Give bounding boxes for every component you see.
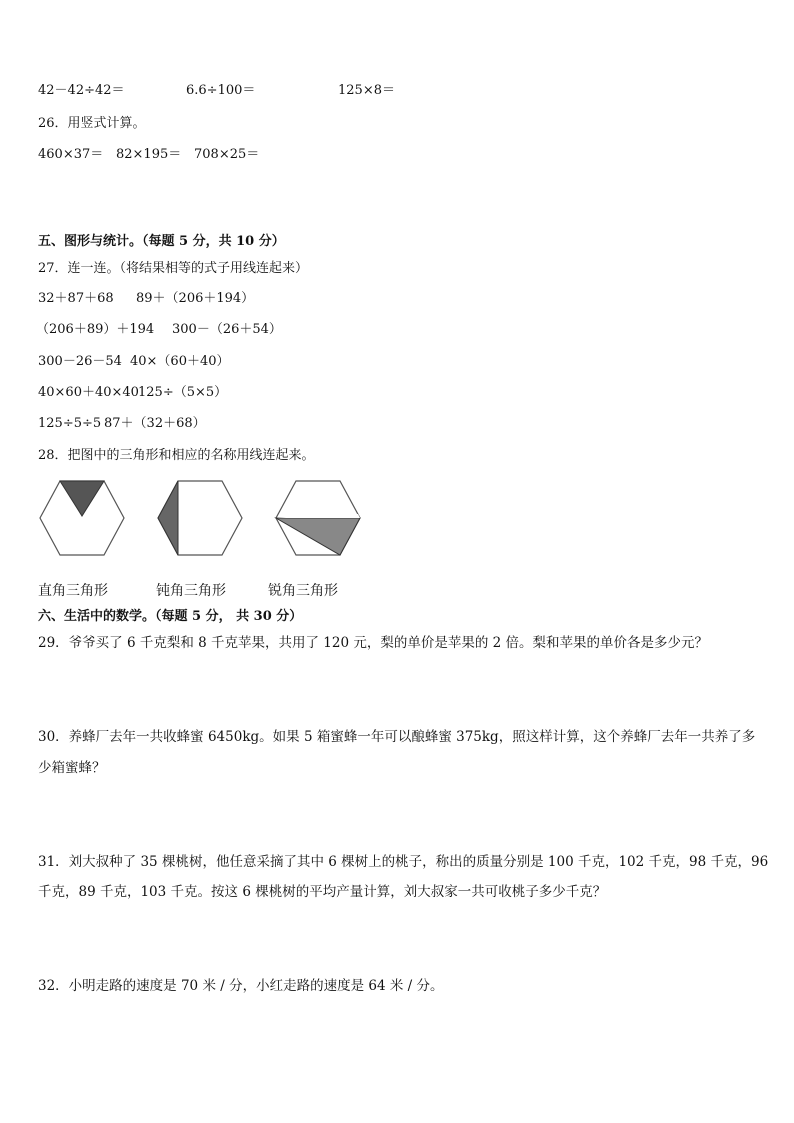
section-5-heading: 五、图形与统计。（每题 5 分，共 10 分） — [38, 234, 285, 249]
q27-left-1: 32＋87＋68 — [38, 291, 114, 306]
section-6-heading: 六、生活中的数学。（每题 5 分， 共 30 分） — [38, 609, 303, 624]
q31-line-2: 千克，89 千克，103 千克。按这 6 棵桃树的平均产量计算，刘大叔家一共可收桃子多少千克？ — [38, 884, 607, 900]
q27-right-5: 87＋（32＋68） — [104, 416, 206, 431]
calc-item-3: 125×8＝ — [338, 83, 395, 98]
label-obtuse-triangle: 钝角三角形 — [156, 583, 226, 599]
q26-item-2: 82×195＝ — [116, 147, 182, 162]
q27-right-4: 125÷（5×5） — [138, 385, 228, 400]
q30-line-2: 少箱蜜蜂？ — [38, 760, 106, 776]
q28-title: 28．把图中的三角形和相应的名称用线连起来。 — [38, 448, 315, 463]
q27-left-4: 40×60＋40×40 — [38, 385, 139, 400]
q31-line-1: 31．刘大叔种了 35 棵桃树，他任意采摘了其中 6 棵树上的桃子，称出的质量分别是 100 千克，102 千克，98 千克，96 — [38, 854, 769, 870]
q27-right-3: 40×（60＋40） — [130, 354, 230, 369]
q26-item-1: 460×37＝ — [38, 147, 104, 162]
label-acute-triangle: 锐角三角形 — [268, 583, 338, 599]
q30-line-1: 30．养蜂厂去年一共收蜂蜜 6450kg。如果 5 箱蜜蜂一年可以酿蜂蜜 375kg，照这样计算，这个养蜂厂去年一共养了多 — [38, 729, 756, 745]
q27-left-3: 300－26－54 — [38, 354, 122, 369]
hexagon-figure-2 — [156, 478, 244, 558]
q27-right-2: 300－（26＋54） — [172, 322, 282, 337]
q26-title: 26．用竖式计算。 — [38, 116, 146, 131]
q32-text: 32．小明走路的速度是 70 米 / 分，小红走路的速度是 64 米 / 分。 — [38, 978, 444, 994]
q27-left-2: （206＋89）＋194 — [36, 322, 155, 337]
q26-item-3: 708×25＝ — [194, 147, 260, 162]
label-right-triangle: 直角三角形 — [38, 583, 108, 599]
calc-item-2: 6.6÷100＝ — [186, 83, 256, 98]
hexagon-figure-3 — [274, 478, 362, 558]
q27-right-1: 89＋（206＋194） — [136, 291, 255, 306]
q27-left-5: 125÷5÷5 — [38, 416, 102, 431]
triangle-2 — [158, 481, 178, 555]
hexagon-figure-1 — [38, 478, 126, 558]
calc-item-1: 42－42÷42＝ — [38, 83, 125, 98]
q27-title: 27．连一连。（将结果相等的式子用线连起来） — [38, 261, 309, 276]
q29-text: 29．爷爷买了 6 千克梨和 8 千克苹果，共用了 120 元，梨的单价是苹果的 2 倍。梨和苹果的单价各是多少元？ — [38, 635, 709, 651]
